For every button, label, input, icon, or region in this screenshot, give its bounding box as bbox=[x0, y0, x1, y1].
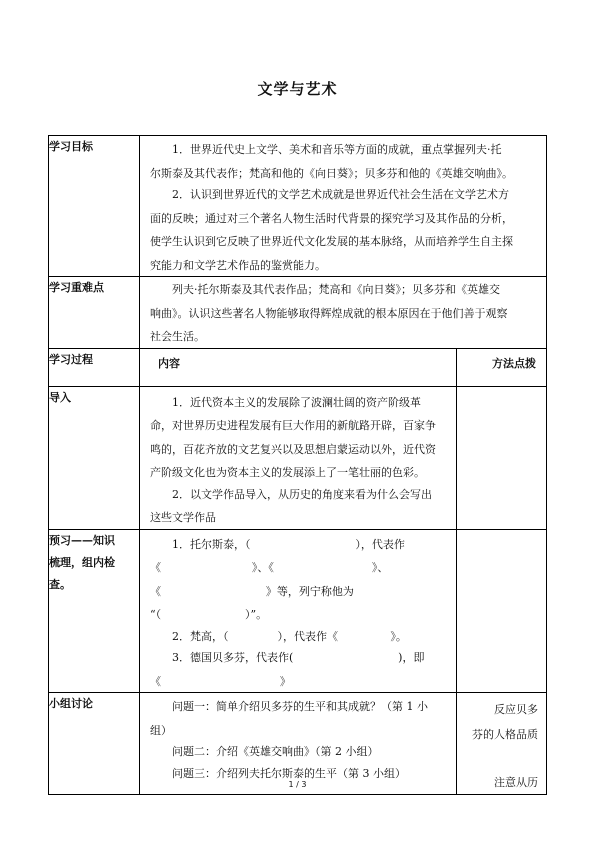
preview-line: 《 》等，列宁称他为 bbox=[150, 584, 354, 598]
intro-line: 2．以文学作品导入，从历史的角度来看为什么会写出 bbox=[172, 487, 432, 501]
intro-line: 产阶级文化也为资本主义的发展添上了一笔壮丽的色彩。 bbox=[150, 466, 425, 479]
key-line: 社会生活。 bbox=[150, 330, 205, 343]
preview-label-line: 梳理，组内检 bbox=[49, 555, 115, 569]
discussion-line: 组） bbox=[150, 723, 172, 737]
content-header: 内容 bbox=[158, 356, 180, 370]
key-points-content bbox=[140, 277, 547, 349]
intro-line: 命，对世界历史进程发展有巨大作用的新航路开辟，百家争 bbox=[150, 419, 436, 432]
method-header: 方法点拨 bbox=[492, 356, 536, 370]
intro-line: 这些文学作品 bbox=[150, 511, 216, 524]
discussion-line: 问题一：简单介绍贝多芬的生平和其成就？（第 1 小 bbox=[172, 700, 428, 713]
method-header-cell bbox=[457, 348, 547, 386]
preview-line: 《 》、《 》、 bbox=[150, 561, 389, 574]
preview-line: 1．托尔斯泰，（ ），代表作 bbox=[172, 537, 405, 551]
discussion-method-cell bbox=[457, 693, 547, 795]
lesson-plan-table bbox=[48, 135, 547, 795]
goals-line: 使学生认识到它反映了世界近代文化发展的基本脉络，从而培养学生自主探 bbox=[150, 235, 513, 248]
discussion-content bbox=[140, 693, 457, 795]
row-process-header bbox=[49, 348, 547, 386]
row-discussion bbox=[49, 693, 547, 795]
intro-line: 鸣的，百花齐放的文艺复兴以及思想启蒙运动以外，近代资 bbox=[150, 442, 436, 456]
row-preview bbox=[49, 529, 547, 693]
preview-content bbox=[140, 529, 457, 693]
preview-line: 《 》 bbox=[150, 674, 291, 688]
goals-content bbox=[140, 136, 547, 277]
goals-line: 2．认识到世界近代的文学艺术成就是世界近代社会生活在文学艺术方 bbox=[172, 188, 509, 201]
preview-label-line: 预习——知识 bbox=[49, 533, 115, 547]
goals-line: 尔斯泰及其代表作；梵高和他的《向日葵》；贝多芬和他的《英雄交响曲》。 bbox=[150, 166, 513, 180]
row-goals bbox=[49, 136, 547, 277]
label-intro: 导入 bbox=[49, 386, 140, 529]
preview-method-cell bbox=[457, 529, 547, 693]
label-discussion: 小组讨论 bbox=[49, 693, 140, 795]
page-title: 文学与艺术 bbox=[257, 80, 338, 98]
preview-label-line: 查。 bbox=[49, 577, 71, 591]
goals-line: 面的反映；通过对三个著名人物生活时代背景的探究学习及其作品的分析， bbox=[150, 211, 513, 225]
content-header-cell bbox=[140, 348, 457, 386]
row-intro bbox=[49, 386, 547, 529]
intro-line: 1．近代资本主义的发展除了波澜壮阔的资产阶级革 bbox=[172, 395, 421, 409]
label-key-points: 学习重难点 bbox=[49, 277, 140, 349]
method-tip-line: 反应贝多 bbox=[494, 703, 538, 716]
key-line: 列夫·托尔斯泰及其代表作品；梵高和《向日葵》；贝多芬和《英雄交 bbox=[172, 283, 500, 296]
preview-line: 2．梵高，（ ），代表作《 》。 bbox=[172, 629, 407, 643]
preview-line: “（ ）”。 bbox=[150, 608, 268, 621]
label-goals: 学习目标 bbox=[49, 136, 140, 277]
method-tip-line: 注意从历 bbox=[494, 776, 538, 789]
discussion-line: 问题三：介绍列夫托尔斯泰的生平（第 3 小组） bbox=[172, 766, 406, 780]
method-tip-line bbox=[457, 745, 546, 769]
label-preview bbox=[49, 529, 140, 693]
intro-method-cell bbox=[457, 386, 547, 529]
page-number: 1 / 3 bbox=[288, 780, 307, 789]
intro-content bbox=[140, 386, 457, 529]
key-line: 响曲》。认识这些著名人物能够取得辉煌成就的根本原因在于他们善于观察 bbox=[150, 306, 508, 320]
row-key-points bbox=[49, 277, 547, 349]
label-process: 学习过程 bbox=[49, 348, 140, 386]
goals-line: 1．世界近代史上文学、美术和音乐等方面的成就，重点掌握列夫·托 bbox=[172, 143, 502, 156]
goals-line: 究能力和文学艺术作品的鉴赏能力。 bbox=[150, 258, 326, 272]
discussion-line: 问题二：介绍《英雄交响曲》（第 2 小组） bbox=[172, 745, 379, 758]
method-tip-line: 芬的人格品质 bbox=[472, 727, 538, 741]
preview-line: 3．德国贝多芬，代表作( )，即 bbox=[172, 651, 425, 664]
